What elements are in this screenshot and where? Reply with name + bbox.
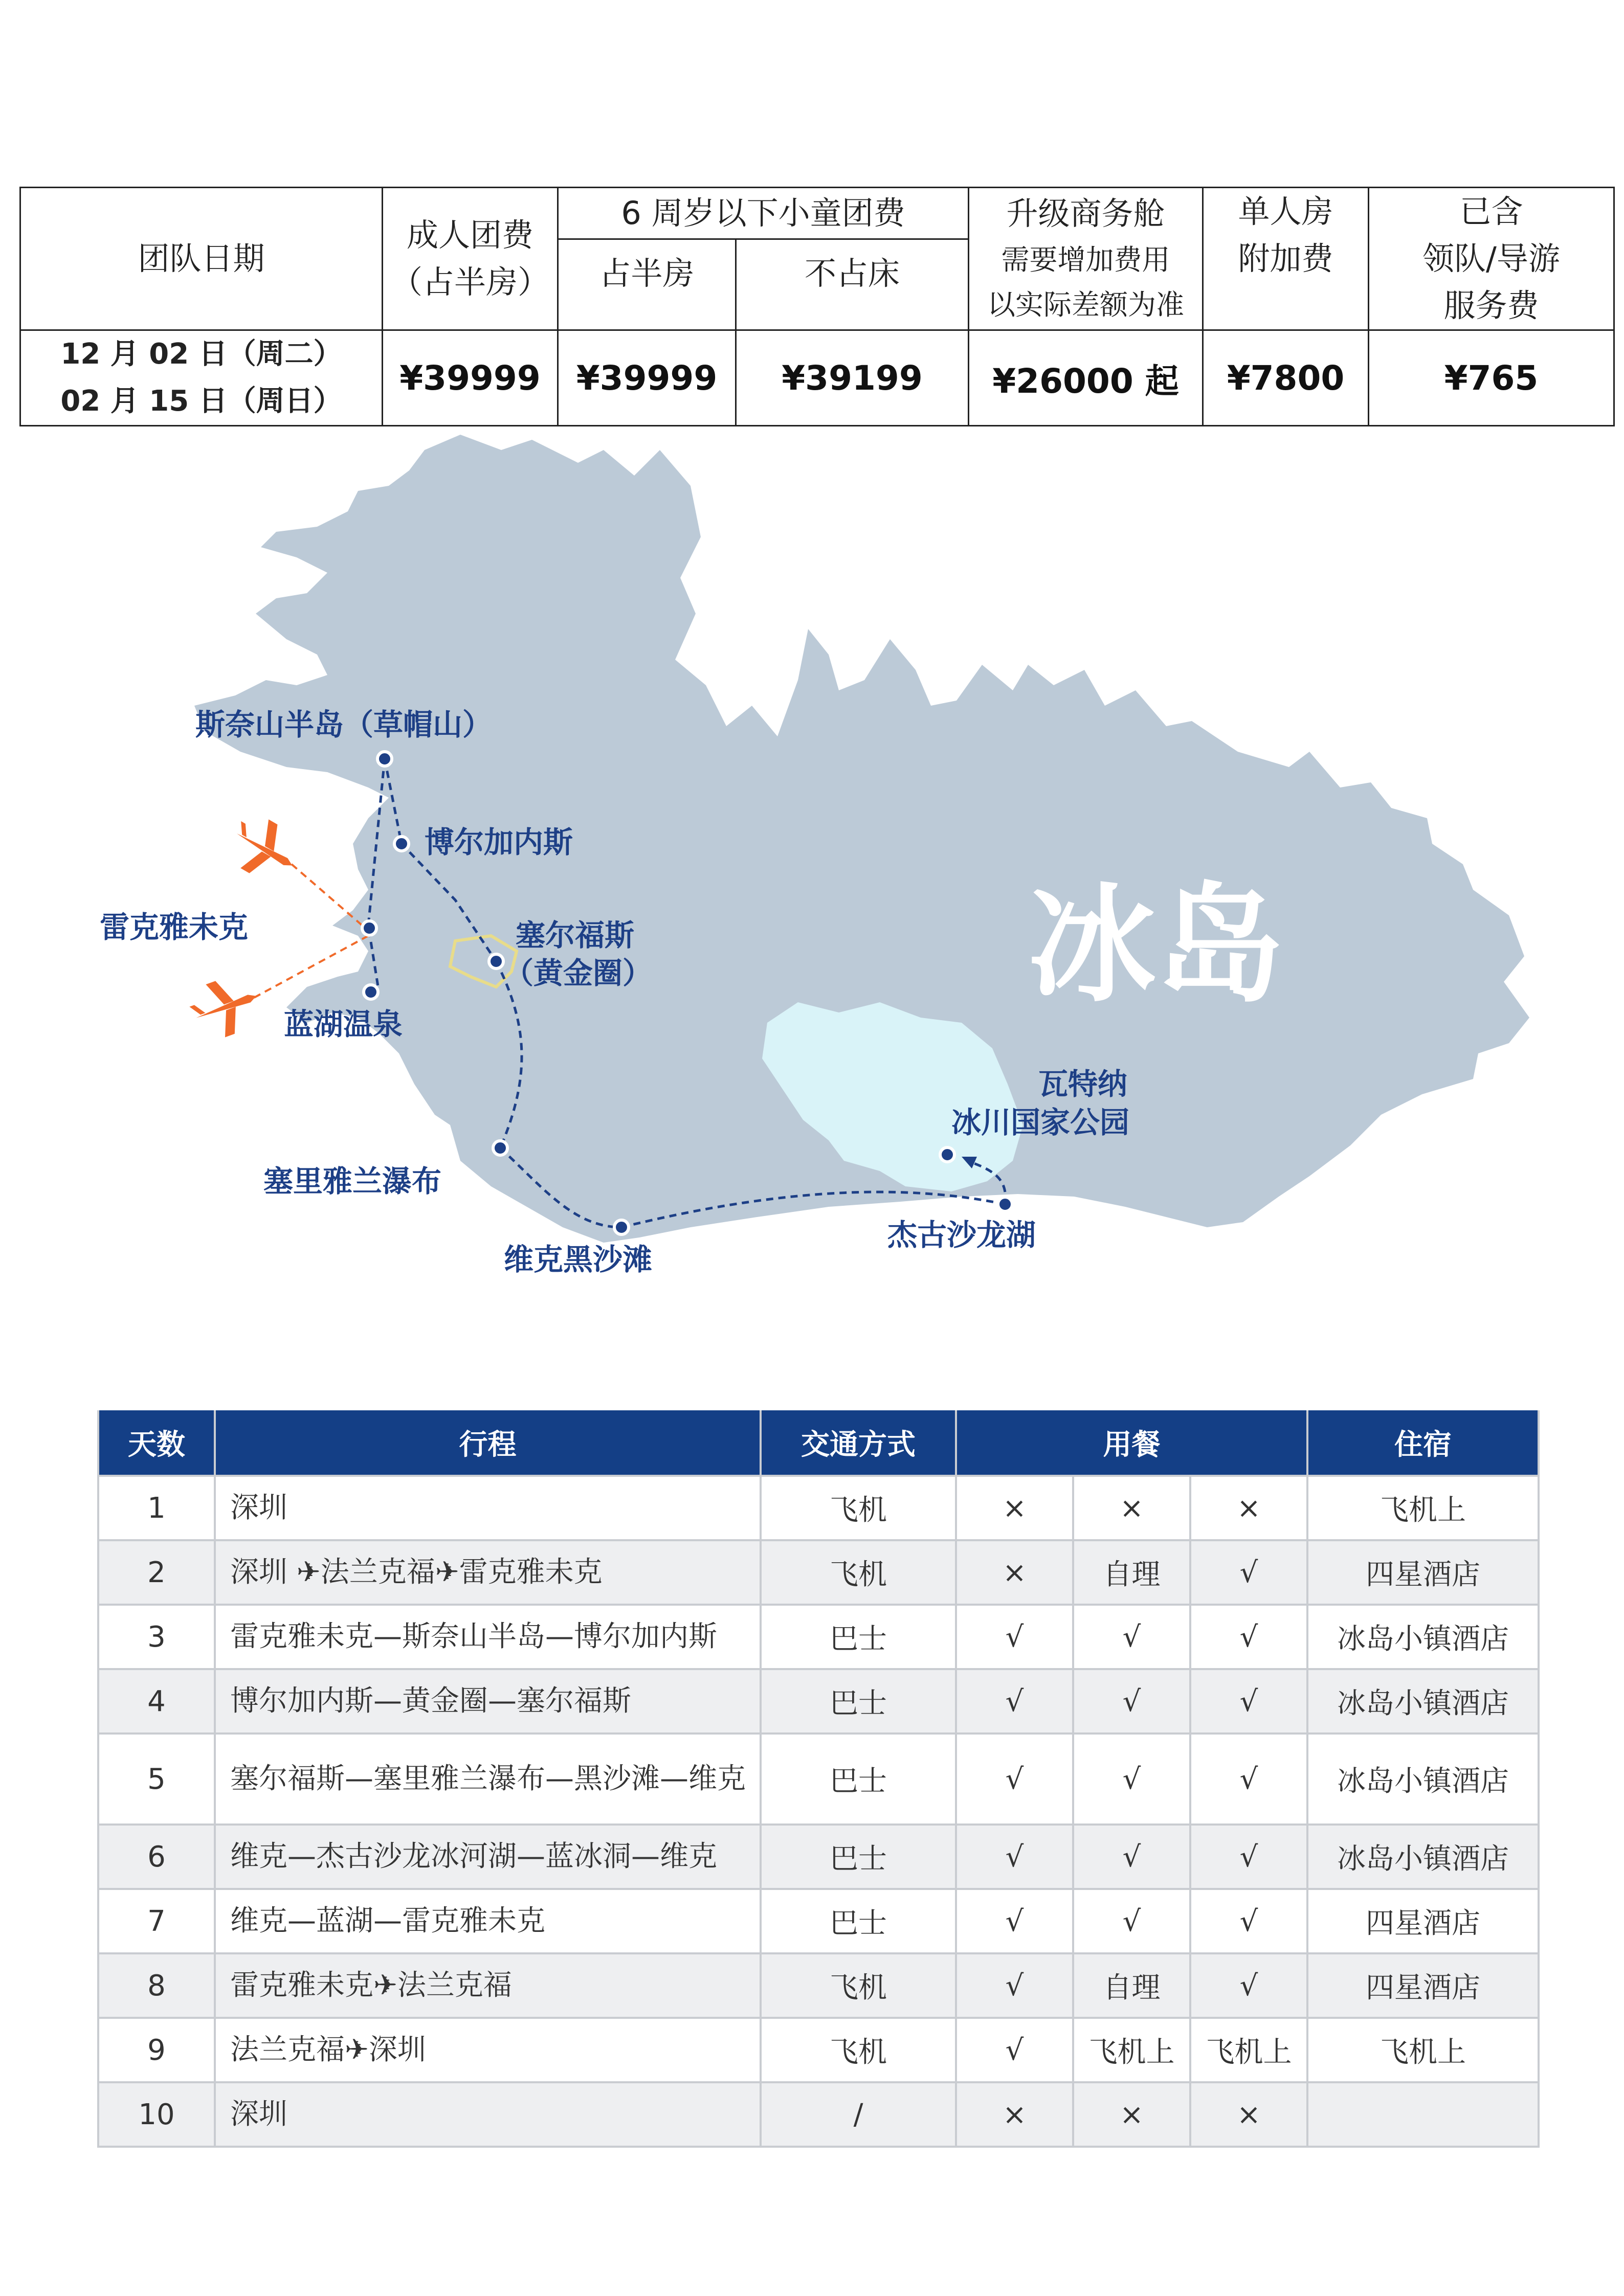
day-cell: 4: [98, 1669, 215, 1734]
hotel-cell: 冰岛小镇酒店: [1307, 1734, 1539, 1825]
day-cell: 10: [98, 2082, 215, 2147]
lunch-cell: ×: [1073, 1476, 1190, 1540]
hotel-cell: 飞机上: [1307, 1476, 1539, 1540]
tour-date-1: 12 月 02 日（周二）: [60, 337, 342, 371]
hotel-cell: 冰岛小镇酒店: [1307, 1825, 1539, 1889]
route-cell: 深圳 ✈法兰克福✈雷克雅未克: [215, 1540, 761, 1605]
dinner-cell: 飞机上: [1190, 2018, 1307, 2082]
lunch-cell: √: [1073, 1825, 1190, 1889]
route-cell: 深圳: [215, 2082, 761, 2147]
day-cell: 6: [98, 1825, 215, 1889]
header-transport: 交通方式: [761, 1410, 956, 1476]
table-row: [98, 1889, 1539, 1953]
header-meals: 用餐: [956, 1410, 1307, 1476]
day-cell: 2: [98, 1540, 215, 1605]
route-cell: 博尔加内斯—黄金圈—塞尔福斯: [215, 1669, 761, 1734]
header-hotel: 住宿: [1307, 1410, 1539, 1476]
transport-cell: 巴士: [761, 1669, 956, 1734]
route-cell: 维克—杰古沙龙冰河湖—蓝冰洞—维克: [215, 1825, 761, 1889]
label-jokulsarlon: 杰古沙龙湖: [887, 1218, 1036, 1252]
day-cell: 3: [98, 1605, 215, 1669]
lunch-cell: √: [1073, 1889, 1190, 1953]
adult-fee-note: （占半房）: [390, 263, 549, 301]
label-reykjavik: 雷克雅未克: [100, 910, 249, 944]
stop-reykjavik: [362, 921, 376, 935]
label-snaefellsnes: 斯奈山半岛（草帽山）: [195, 707, 493, 742]
price-single-room: ¥7800: [1203, 330, 1369, 426]
dinner-cell: √: [1190, 1889, 1307, 1953]
label-borgarnes: 博尔加内斯: [425, 825, 573, 860]
route-cell: 法兰克福✈深圳: [215, 2018, 761, 2082]
dinner-cell: √: [1190, 1825, 1307, 1889]
label-vik: 维克黑沙滩: [504, 1242, 653, 1277]
day-cell: 5: [98, 1734, 215, 1825]
iceland-route-map: [0, 424, 1624, 1304]
header-child-no-bed: 不占床: [736, 239, 969, 330]
day-cell: 9: [98, 2018, 215, 2082]
header-day: 天数: [98, 1410, 215, 1476]
hotel-cell: 四星酒店: [1307, 1889, 1539, 1953]
label-seljalandsfoss: 塞里雅兰瀑布: [263, 1164, 442, 1199]
stop-jokulsarlon: [998, 1197, 1012, 1211]
label-vatnajokull-1: 瓦特纳: [1038, 1067, 1128, 1101]
itinerary-body: [98, 1476, 1539, 2147]
table-row: [98, 2082, 1539, 2147]
lunch-cell: √: [1073, 1669, 1190, 1734]
breakfast-cell: √: [956, 1889, 1073, 1953]
hotel-cell: 冰岛小镇酒店: [1307, 1605, 1539, 1669]
adult-fee-label: 成人团费: [406, 216, 533, 254]
price-included: ¥765: [1369, 330, 1614, 426]
day-cell: 1: [98, 1476, 215, 1540]
hotel-cell: 四星酒店: [1307, 1540, 1539, 1605]
transport-cell: 巴士: [761, 1825, 956, 1889]
included-label-2: 领队/导游: [1422, 240, 1560, 277]
price-adult: ¥39999: [383, 330, 558, 426]
included-label-3: 服务费: [1443, 287, 1539, 324]
breakfast-cell: √: [956, 1734, 1073, 1825]
hotel-cell: 冰岛小镇酒店: [1307, 1669, 1539, 1734]
lunch-cell: √: [1073, 1734, 1190, 1825]
stop-borgarnes: [394, 837, 409, 851]
dinner-cell: √: [1190, 1734, 1307, 1825]
stop-selfoss: [489, 954, 503, 969]
route-cell: 深圳: [215, 1476, 761, 1540]
header-date: 团队日期: [20, 188, 383, 330]
breakfast-cell: √: [956, 1825, 1073, 1889]
transport-cell: 巴士: [761, 1889, 956, 1953]
table-row: [98, 1734, 1539, 1825]
business-class-label: 升级商务舱: [1006, 195, 1165, 232]
dinner-cell: ×: [1190, 1476, 1307, 1540]
day-cell: 7: [98, 1889, 215, 1953]
table-row: [98, 1605, 1539, 1669]
table-row: [98, 2018, 1539, 2082]
breakfast-cell: ×: [956, 1476, 1073, 1540]
table-row: [98, 1476, 1539, 1540]
table-row: [98, 1953, 1539, 2018]
header-business-class: [969, 188, 1203, 330]
price-business-class: ¥26000 起: [969, 330, 1203, 426]
dinner-cell: √: [1190, 1605, 1307, 1669]
itinerary-table: [97, 1410, 1540, 2148]
dinner-cell: ×: [1190, 2082, 1307, 2147]
route-cell: 雷克雅未克—斯奈山半岛—博尔加内斯: [215, 1605, 761, 1669]
breakfast-cell: √: [956, 1953, 1073, 2018]
label-blue-lagoon: 蓝湖温泉: [284, 1007, 403, 1042]
stop-blue-lagoon: [364, 985, 378, 999]
business-class-note-1: 需要增加费用: [1001, 243, 1170, 276]
header-child-fee: 6 周岁以下小童团费: [558, 188, 969, 239]
transport-cell: 飞机: [761, 2018, 956, 2082]
price-table: [19, 187, 1615, 426]
lunch-cell: √: [1073, 1605, 1190, 1669]
lunch-cell: 自理: [1073, 1953, 1190, 2018]
breakfast-cell: ×: [956, 1540, 1073, 1605]
header-included: [1369, 188, 1614, 330]
single-room-label-2: 附加费: [1238, 240, 1333, 277]
breakfast-cell: ×: [956, 2082, 1073, 2147]
label-vatnajokull-2: 冰川国家公园: [951, 1105, 1130, 1140]
dinner-cell: √: [1190, 1953, 1307, 2018]
table-row: [98, 1825, 1539, 1889]
dinner-cell: √: [1190, 1540, 1307, 1605]
lunch-cell: 飞机上: [1073, 2018, 1190, 2082]
transport-cell: 飞机: [761, 1476, 956, 1540]
hotel-cell: 飞机上: [1307, 2018, 1539, 2082]
transport-cell: 巴士: [761, 1734, 956, 1825]
country-label: 冰岛: [1028, 871, 1284, 1020]
day-cell: 8: [98, 1953, 215, 2018]
tour-date-2: 02 月 15 日（周日）: [60, 385, 342, 418]
stop-seljalandsfoss: [493, 1141, 507, 1155]
stop-vik: [614, 1220, 629, 1234]
airplane-icon: [220, 808, 306, 890]
table-row: [98, 1540, 1539, 1605]
header-child-half-room: 占半房: [558, 239, 736, 330]
business-class-note-2: 以实际差额为准: [987, 288, 1184, 321]
breakfast-cell: √: [956, 2018, 1073, 2082]
price-child-no-bed: ¥39199: [736, 330, 969, 426]
header-adult-fee: [383, 188, 558, 330]
transport-cell: /: [761, 2082, 956, 2147]
header-route: 行程: [215, 1410, 761, 1476]
header-single-room: [1203, 188, 1369, 330]
route-cell: 维克—蓝湖—雷克雅未克: [215, 1889, 761, 1953]
tour-dates: [20, 330, 383, 426]
stop-vatnajokull: [940, 1147, 954, 1162]
included-label-1: 已含: [1459, 193, 1523, 230]
hotel-cell: [1307, 2082, 1539, 2147]
route-cell: 雷克雅未克✈法兰克福: [215, 1953, 761, 2018]
transport-cell: 巴士: [761, 1605, 956, 1669]
transport-cell: 飞机: [761, 1953, 956, 2018]
airplane-icon: [184, 970, 266, 1045]
dinner-cell: √: [1190, 1669, 1307, 1734]
hotel-cell: 四星酒店: [1307, 1953, 1539, 2018]
table-row: [98, 1669, 1539, 1734]
price-child-half-room: ¥39999: [558, 330, 736, 426]
lunch-cell: ×: [1073, 2082, 1190, 2147]
transport-cell: 飞机: [761, 1540, 956, 1605]
label-selfoss: 塞尔福斯: [516, 918, 635, 953]
lunch-cell: 自理: [1073, 1540, 1190, 1605]
breakfast-cell: √: [956, 1605, 1073, 1669]
single-room-label-1: 单人房: [1238, 193, 1333, 230]
label-golden-circle: （黄金圈）: [504, 956, 653, 991]
stop-snaefellsnes: [377, 752, 392, 766]
breakfast-cell: √: [956, 1669, 1073, 1734]
route-cell: 塞尔福斯—塞里雅兰瀑布—黑沙滩—维克: [215, 1734, 761, 1825]
